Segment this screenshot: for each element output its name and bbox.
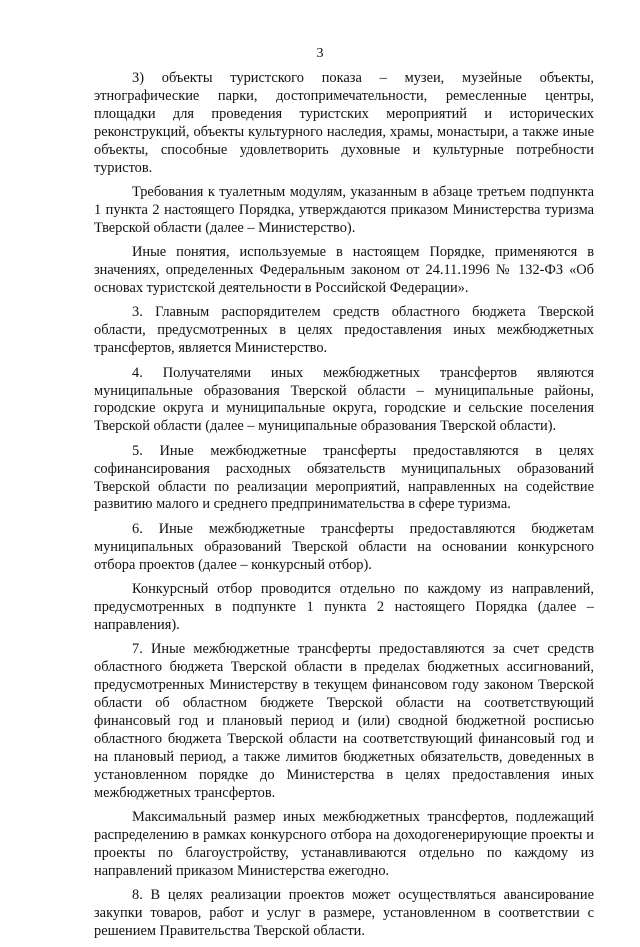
paragraph-purpose: 5. Иные межбюджетные трансферты предоставляются в целях софинансирования расходных обязательств муниципальных образований Тверской области по реализации мероприятий, направленных на содействие развитию малого и среднего предпринимательства в сфере туризма. [94,442,594,513]
paragraph-recipients: 4. Получателями иных межбюджетных трансфертов являются муниципальные образования Тверской области – муниципальные районы, городские округа и муниципальные округа, городские и сельские поселения Тверской области (далее – муниципальные образования Тверской области). [94,364,594,435]
paragraph-competitive-selection-basis: 6. Иные межбюджетные трансферты предоставляются бюджетам муниципальных образований Тверской области на основании конкурсного отбора проектов (далее – конкурсный отбор). [94,520,594,573]
document-body [94,70,594,947]
page-number: 3 [316,46,324,61]
paragraph-tourist-display-objects: 3) объекты туристского показа – музеи, музейные объекты, этнографические парки, достопримечательности, ремесленные центры, площадки для проведения туристских мероприятий и исторических реконструкций, объекты культурного наследия, храмы, монастыри, а также иные объекты, способные удовлетворить духовные и культурные потребности туристов. [94,70,594,176]
paragraph-toilet-module-requirements: Требования к туалетным модулям, указанным в абзаце третьем подпункта 1 пункта 2 настоящего Порядка, утверждаются приказом Министерства туризма Тверской области (далее – Министерство). [94,183,594,236]
paragraph-advance-payment: 8. В целях реализации проектов может осуществляться авансирование закупки товаров, работ и услуг в размере, установленном в соответствии с решением Правительства Тверской области. [94,887,594,939]
paragraph-main-budget-manager: 3. Главным распорядителем средств областного бюджета Тверской области, предусмотренных в целях предоставления иных межбюджетных трансфертов, является Министерство. [94,304,594,357]
paragraph-maximum-amount: Максимальный размер иных межбюджетных трансфертов, подлежащий распределению в рамках конкурсного отбора на доходогенерирующие проекты и проекты по благоустройству, устанавливаются отдельно по каждому из направлений приказом Министерства ежегодно. [94,808,594,879]
paragraph-funding-source: 7. Иные межбюджетные трансферты предоставляются за счет средств областного бюджета Тверской области в пределах бюджетных ассигнований, предусмотренных Министерству в текущем финансовом году законом Тверской области об областном бюджете Тверской области на соответствующий финансовый год и плановый период и (или) сводной бюджетной росписью областного бюджета Тверской области на соответствующий финансовый год и на плановый период, а также лимитов бюджетных обязательств, доведенных в установленном порядке до Министерства в целях предоставления иных межбюджетных трансфертов. [94,641,594,801]
paragraph-other-concepts: Иные понятия, используемые в настоящем Порядке, применяются в значениях, определенных Федеральным законом от 24.11.1996 № 132-ФЗ «Об основах туристской деятельности в Российской Федерации». [94,244,594,296]
paragraph-selection-by-direction: Конкурсный отбор проводится отдельно по каждому из направлений, предусмотренных в подпункте 1 пункта 2 настоящего Порядка (далее – направления). [94,581,594,633]
